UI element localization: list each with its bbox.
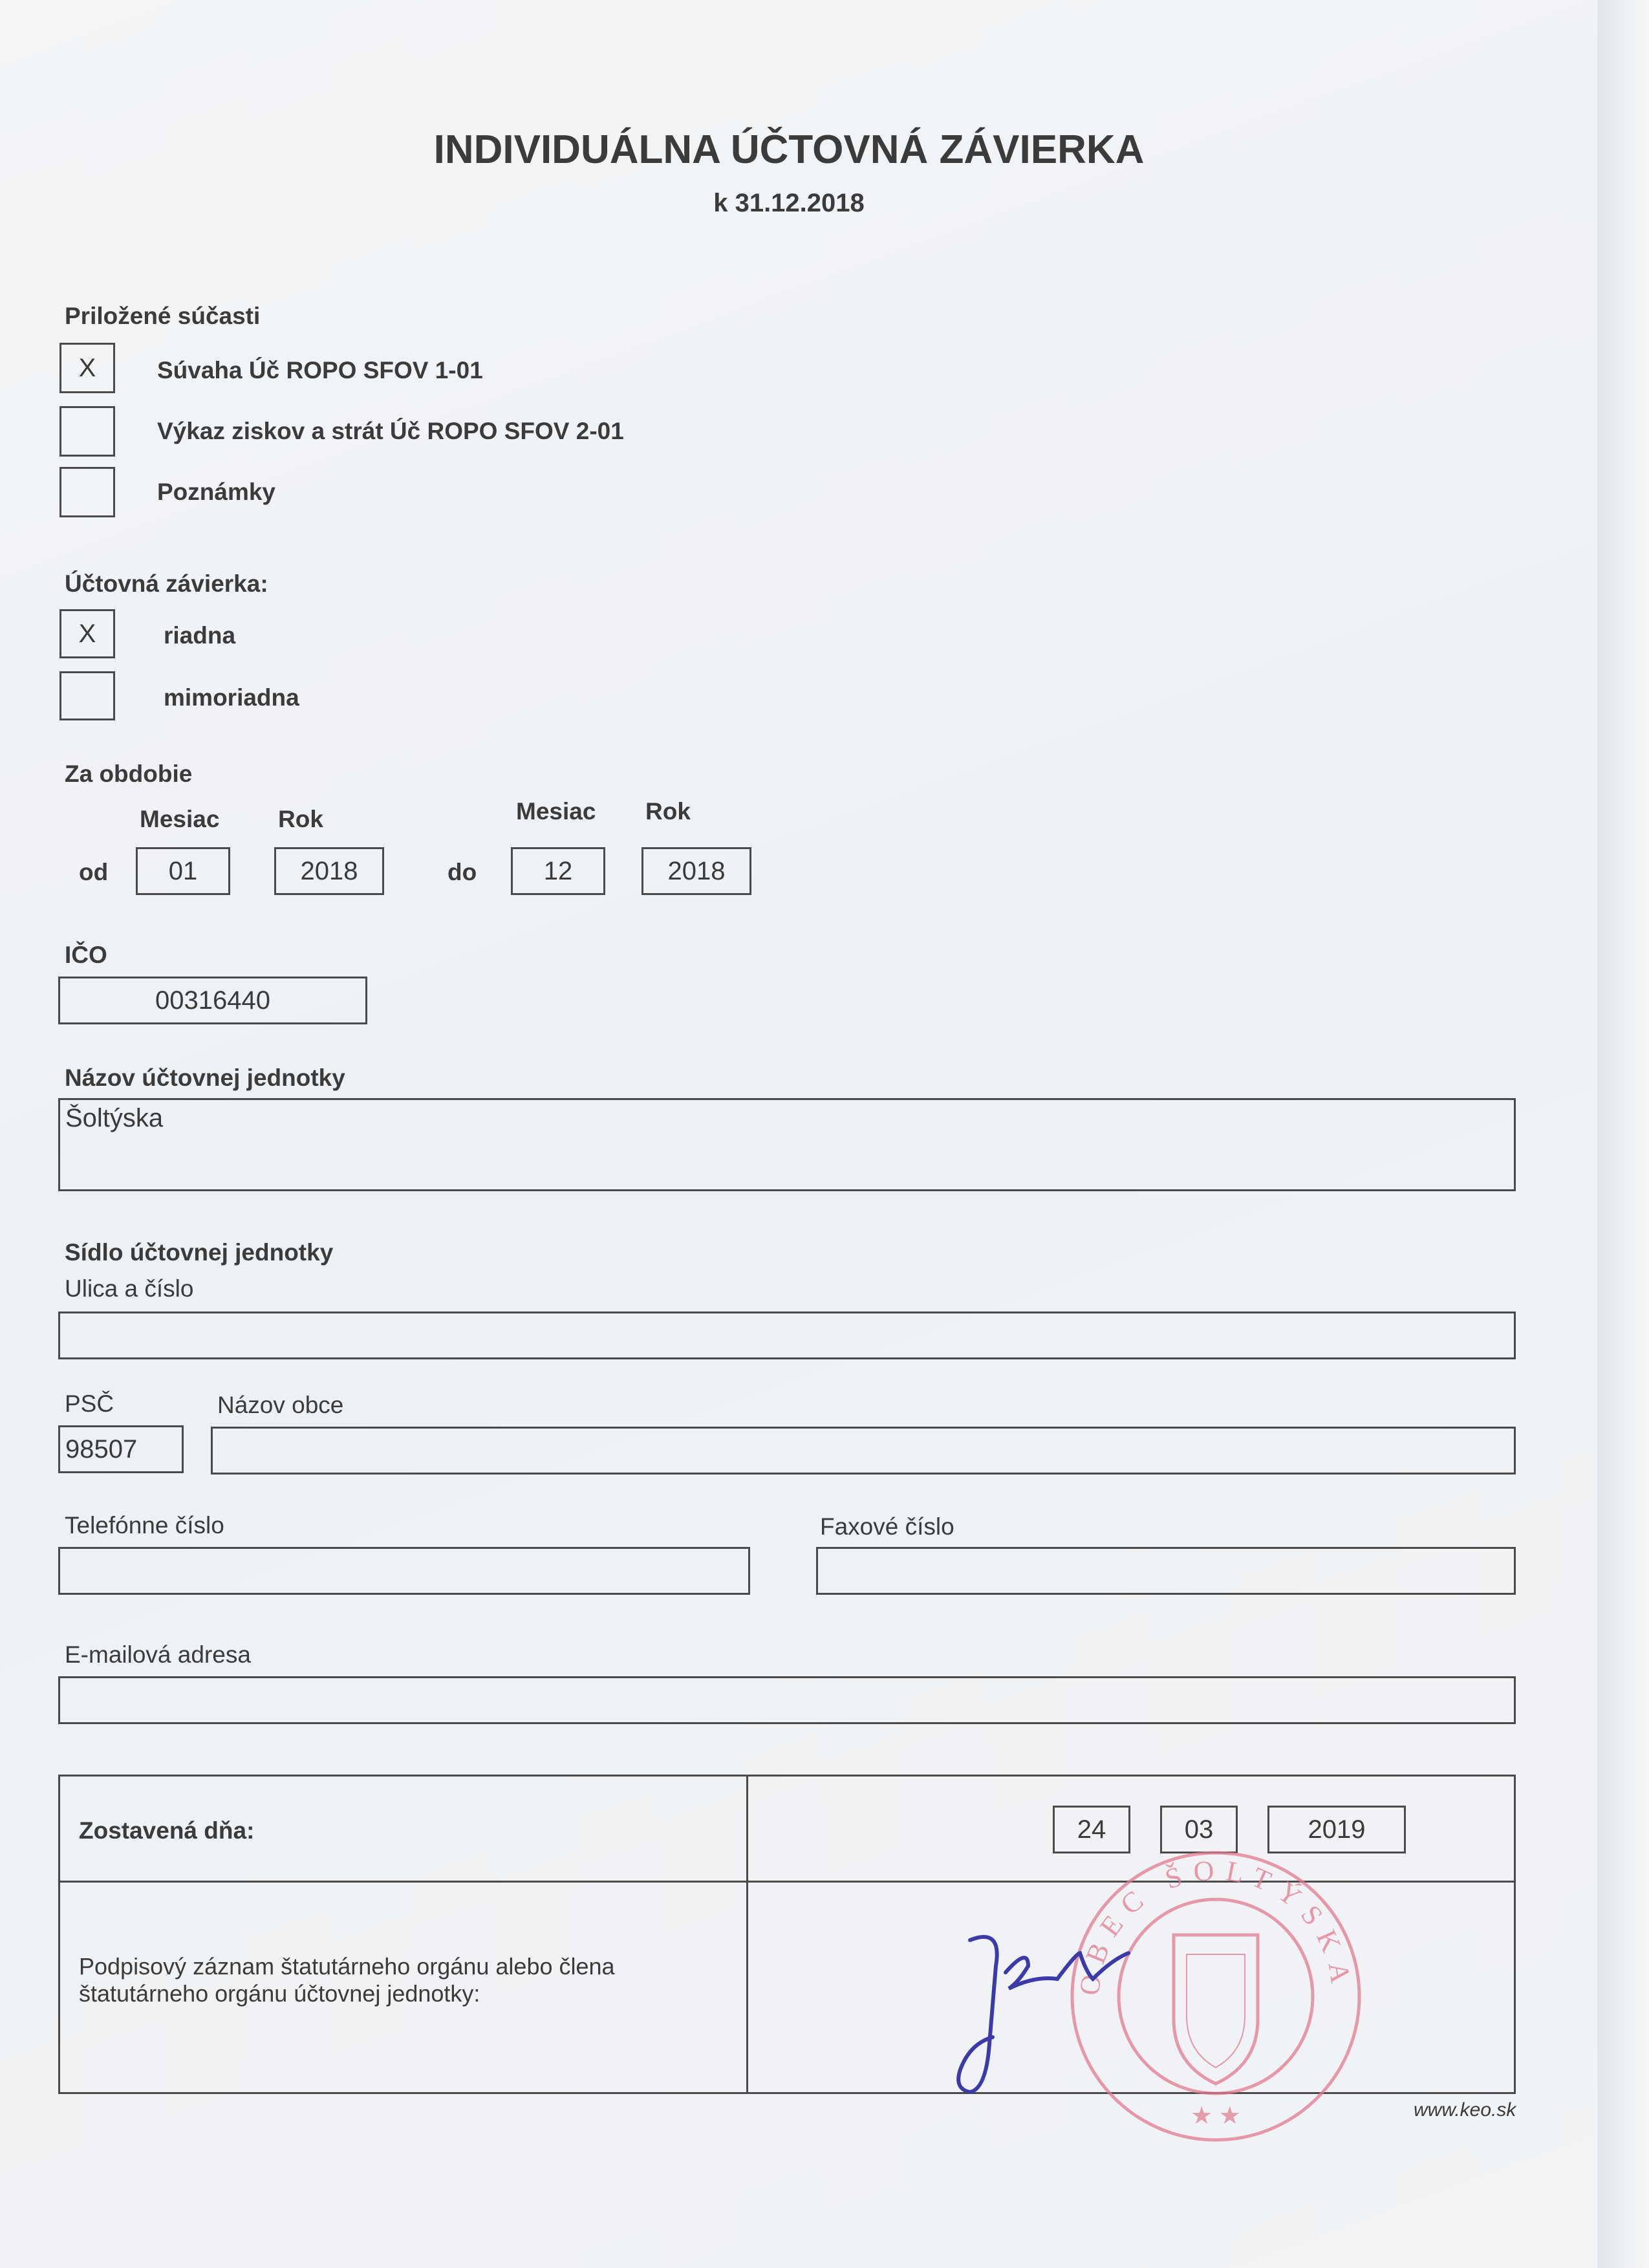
attachment-label-balance: Súvaha Úč ROPO SFOV 1-01: [157, 357, 483, 383]
compiled-month-field[interactable]: 03: [1160, 1806, 1238, 1853]
entity-name-field[interactable]: Šoltýska: [58, 1098, 1516, 1191]
to-label: do: [447, 859, 477, 885]
compiled-label: Zostavená dňa:: [79, 1817, 255, 1844]
fax-label: Faxové číslo: [820, 1513, 954, 1540]
ico-label: IČO: [65, 942, 107, 968]
statement-checkbox-extraordinary[interactable]: [59, 671, 115, 720]
period-heading: Za obdobie: [65, 761, 193, 787]
psc-field[interactable]: 98507: [58, 1425, 184, 1473]
address-heading: Sídlo účtovnej jednotky: [65, 1239, 334, 1266]
phone-label: Telefónne číslo: [65, 1512, 224, 1539]
signature-label-line1: Podpisový záznam štatutárneho orgánu alebo člena: [79, 1953, 615, 1980]
attachment-label-income: Výkaz ziskov a strát Úč ROPO SFOV 2-01: [157, 418, 624, 444]
city-field[interactable]: [211, 1427, 1516, 1474]
ico-field[interactable]: 00316440: [58, 977, 367, 1024]
street-label: Ulica a číslo: [65, 1275, 194, 1302]
to-month-field[interactable]: 12: [511, 847, 605, 895]
from-month-field[interactable]: 01: [136, 847, 230, 895]
from-month-label: Mesiac: [140, 806, 220, 832]
from-year-field[interactable]: 2018: [274, 847, 384, 895]
table-column-divider: [746, 1775, 748, 2094]
attachment-checkbox-balance[interactable]: [59, 343, 115, 393]
document-subtitle: k 31.12.2018: [713, 189, 865, 217]
statement-checkbox-regular[interactable]: [59, 609, 115, 658]
city-label: Názov obce: [217, 1392, 344, 1418]
attachments-heading: Priložené súčasti: [65, 303, 261, 329]
signature-label-line2: štatutárneho orgánu účtovnej jednotky:: [79, 1980, 480, 2007]
compiled-year-field[interactable]: 2019: [1267, 1806, 1406, 1853]
stamp-star-icon: ★ ★: [1191, 2102, 1241, 2130]
fax-field[interactable]: [816, 1547, 1516, 1595]
attachment-label-notes: Poznámky: [157, 479, 276, 505]
checkbox-mark: X: [78, 353, 96, 382]
statement-label-regular: riadna: [164, 622, 236, 649]
attachment-checkbox-income[interactable]: [59, 406, 115, 457]
from-label: od: [79, 859, 109, 885]
document-title: INDIVIDUÁLNA ÚČTOVNÁ ZÁVIERKA: [433, 127, 1145, 172]
statement-type-heading: Účtovná závierka:: [65, 570, 268, 597]
to-year-label: Rok: [645, 798, 691, 825]
email-label: E-mailová adresa: [65, 1641, 251, 1668]
phone-field[interactable]: [58, 1547, 750, 1595]
email-field[interactable]: [58, 1676, 1516, 1724]
to-month-label: Mesiac: [516, 798, 596, 825]
page-edge: [1597, 0, 1649, 2268]
stamp-text: OBEC ŠOLTÝSKA: [1073, 1854, 1359, 1998]
from-year-label: Rok: [278, 806, 323, 832]
compiled-day-field[interactable]: 24: [1053, 1806, 1130, 1853]
handwritten-signature: [931, 1914, 1145, 2108]
attachment-checkbox-notes[interactable]: [59, 467, 115, 517]
psc-label: PSČ: [65, 1390, 114, 1417]
entity-name-label: Názov účtovnej jednotky: [65, 1064, 345, 1091]
checkbox-mark: X: [78, 619, 96, 648]
to-year-field[interactable]: 2018: [641, 847, 751, 895]
street-field[interactable]: [58, 1312, 1516, 1359]
footer-website: www.keo.sk: [1414, 2099, 1516, 2121]
statement-label-extraordinary: mimoriadna: [164, 684, 299, 711]
